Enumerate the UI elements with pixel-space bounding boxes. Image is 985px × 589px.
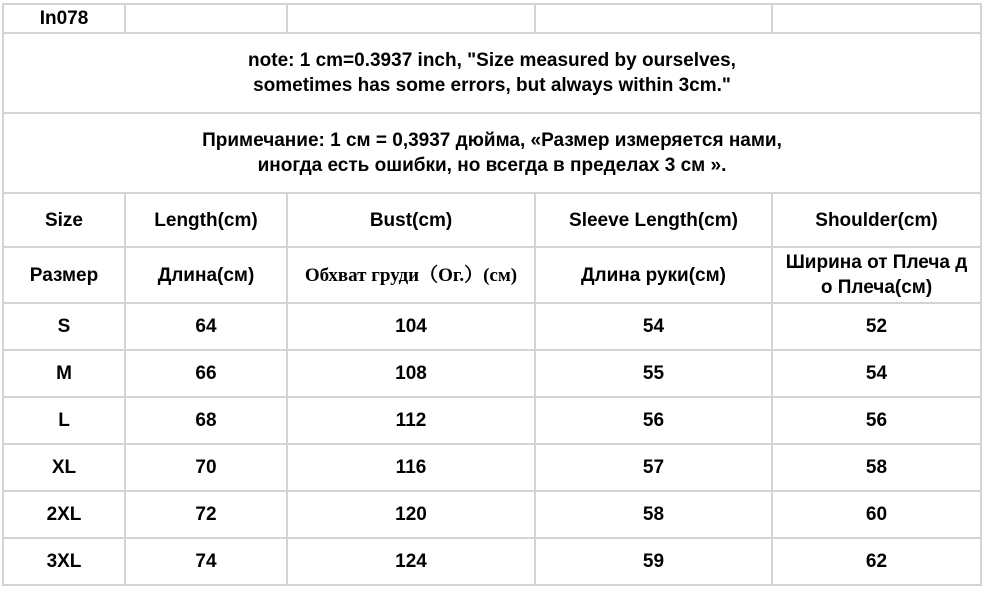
shoulder-cell: 60	[772, 491, 981, 538]
note-english	[3, 33, 981, 113]
header-length: Length(cm)	[125, 193, 287, 247]
sleeve-cell: 59	[535, 538, 772, 585]
note-english-line-1: note: 1 cm=0.3937 inch, "Size measured by ourselves,	[248, 50, 736, 71]
size-cell: 3XL	[3, 538, 125, 585]
table-row	[3, 303, 981, 350]
table-row	[3, 350, 981, 397]
header-size-ru: Размер	[3, 247, 125, 303]
header-length-ru: Длина(см)	[125, 247, 287, 303]
note-ru-row	[3, 113, 981, 193]
header-bust: Bust(cm)	[287, 193, 535, 247]
code-row	[3, 4, 981, 33]
size-cell: S	[3, 303, 125, 350]
size-cell: XL	[3, 444, 125, 491]
header-sleeve-length: Sleeve Length(cm)	[535, 193, 772, 247]
note-russian	[3, 113, 981, 193]
header-bust-ru: Обхват груди（Ог.）(см)	[287, 247, 535, 303]
sleeve-cell: 55	[535, 350, 772, 397]
note-english-line-2: sometimes has some errors, but always within 3cm."	[253, 75, 731, 96]
header-shoulder-ru-line-1: Ширина от Плеча д	[785, 252, 968, 273]
bust-cell: 120	[287, 491, 535, 538]
note-russian-line-2: иногда есть ошибки, но всегда в пределах 3 см ».	[257, 155, 727, 176]
header-shoulder-ru	[772, 247, 981, 303]
bust-cell: 104	[287, 303, 535, 350]
table-row	[3, 444, 981, 491]
size-cell: 2XL	[3, 491, 125, 538]
size-cell: M	[3, 350, 125, 397]
shoulder-cell: 54	[772, 350, 981, 397]
header-row-russian	[3, 247, 981, 303]
product-code: In078	[3, 4, 125, 33]
length-cell: 74	[125, 538, 287, 585]
header-shoulder: Shoulder(cm)	[772, 193, 981, 247]
shoulder-cell: 56	[772, 397, 981, 444]
length-cell: 66	[125, 350, 287, 397]
shoulder-cell: 52	[772, 303, 981, 350]
length-cell: 64	[125, 303, 287, 350]
note-russian-line-1: Примечание: 1 см = 0,3937 дюйма, «Размер измеряется нами,	[202, 130, 782, 151]
empty-cell	[287, 4, 535, 33]
empty-cell	[772, 4, 981, 33]
header-shoulder-ru-line-2: о Плеча(см)	[820, 277, 933, 298]
sleeve-cell: 54	[535, 303, 772, 350]
header-row-english	[3, 193, 981, 247]
bust-cell: 112	[287, 397, 535, 444]
sleeve-cell: 57	[535, 444, 772, 491]
bust-cell: 124	[287, 538, 535, 585]
table-row	[3, 491, 981, 538]
empty-cell	[535, 4, 772, 33]
length-cell: 68	[125, 397, 287, 444]
bust-cell: 116	[287, 444, 535, 491]
size-cell: L	[3, 397, 125, 444]
note-en-row	[3, 33, 981, 113]
size-chart-table	[2, 3, 982, 586]
shoulder-cell: 58	[772, 444, 981, 491]
table-row	[3, 538, 981, 585]
sleeve-cell: 58	[535, 491, 772, 538]
header-sleeve-ru: Длина руки(см)	[535, 247, 772, 303]
empty-cell	[125, 4, 287, 33]
length-cell: 70	[125, 444, 287, 491]
table-row	[3, 397, 981, 444]
header-size: Size	[3, 193, 125, 247]
sleeve-cell: 56	[535, 397, 772, 444]
length-cell: 72	[125, 491, 287, 538]
shoulder-cell: 62	[772, 538, 981, 585]
bust-cell: 108	[287, 350, 535, 397]
